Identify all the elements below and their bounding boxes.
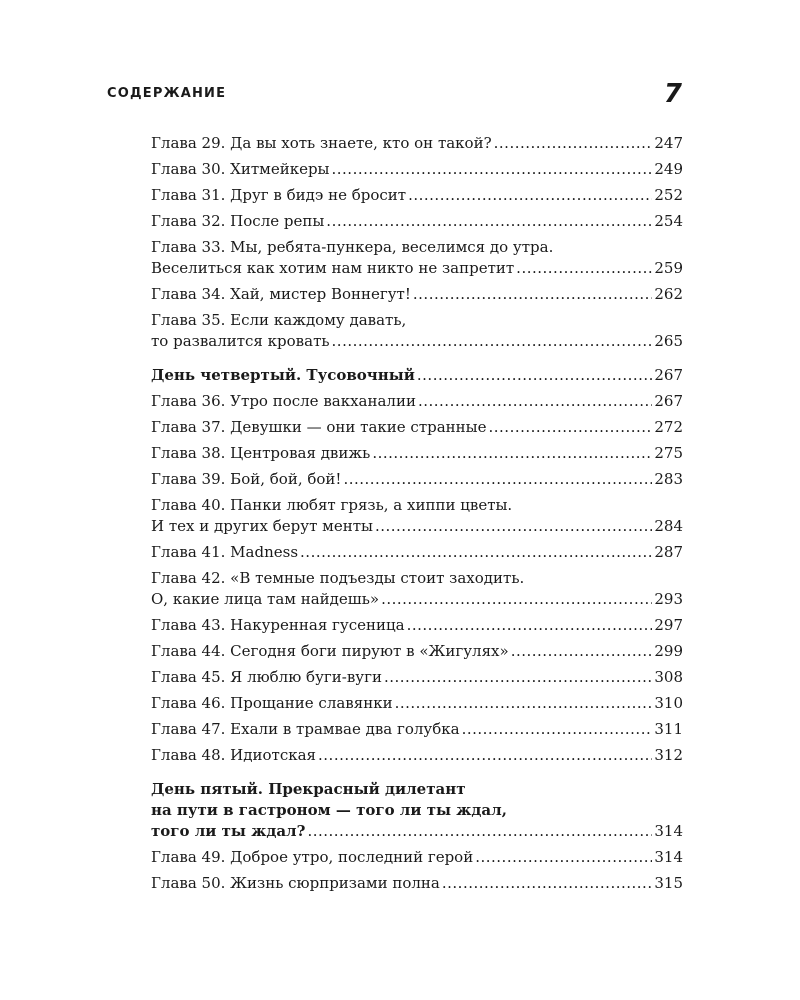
toc-entry-last-line	[151, 516, 683, 537]
toc-entry-page: 267	[654, 392, 683, 410]
toc-entry	[151, 159, 683, 180]
toc-entry	[151, 284, 683, 305]
toc-entry-page: 310	[654, 694, 683, 712]
toc-entry-title-line: на пути в гастроном — того ли ты ждал,	[151, 801, 507, 819]
toc-entry-page: 311	[654, 720, 683, 738]
dot-leader	[326, 211, 652, 232]
toc-entry-title-line: День пятый. Прекрасный дилетант	[151, 780, 466, 798]
toc-entry-page: 284	[654, 517, 683, 535]
toc-entry-last-line	[151, 211, 683, 232]
toc-entry-last-line	[151, 443, 683, 464]
toc-entry-page: 254	[654, 212, 683, 230]
toc-entry-last-line	[151, 667, 683, 688]
toc-entry-page: 293	[654, 590, 683, 608]
toc-entry-title: Глава 39. Бой, бой, бой!	[151, 470, 342, 488]
toc-entry-title: Глава 49. Доброе утро, последний герой	[151, 848, 474, 866]
dot-leader	[489, 417, 653, 438]
toc-entry	[151, 417, 683, 438]
toc-entry	[151, 310, 683, 352]
dot-leader	[511, 641, 653, 662]
toc-entry-page: 315	[654, 874, 683, 892]
toc-entry-page: 287	[654, 543, 683, 561]
toc-entry-title: Глава 32. После репы	[151, 212, 325, 230]
toc-entry-last-line	[151, 821, 683, 842]
toc-entry-page: 314	[654, 822, 683, 840]
toc-entry-title: Глава 30. Хитмейкеры	[151, 160, 330, 178]
toc-entry-title: Глава 45. Я люблю буги-вуги	[151, 668, 382, 686]
toc-entry	[151, 693, 683, 714]
toc-entry	[151, 495, 683, 537]
toc-entry-title: то развалится кровать	[151, 332, 330, 350]
toc-entry-title: Глава 36. Утро после вакханалии	[151, 392, 416, 410]
toc-entry-page: 262	[654, 285, 683, 303]
toc-entry	[151, 185, 683, 206]
dot-leader	[442, 873, 652, 894]
toc-entry-page: 283	[654, 470, 683, 488]
toc-entry-page: 312	[654, 746, 683, 764]
toc-entry-page: 314	[654, 848, 683, 866]
toc-entry-title-line: Глава 40. Панки любят грязь, а хиппи цветы.	[151, 496, 513, 514]
toc-entry-title: Глава 44. Сегодня боги пируют в «Жигулях»	[151, 642, 509, 660]
dot-leader	[375, 516, 652, 537]
toc-entry-page: 297	[654, 616, 683, 634]
toc-entry	[151, 542, 683, 563]
dot-leader	[516, 258, 652, 279]
toc-entry-title: День четвертый. Тусовочный	[151, 366, 415, 384]
dot-leader	[413, 284, 652, 305]
toc-entry	[151, 641, 683, 662]
toc-entry-last-line	[151, 258, 683, 279]
toc-entry	[151, 568, 683, 610]
table-of-contents	[151, 133, 683, 899]
toc-entry-title: Глава 50. Жизнь сюрпризами полна	[151, 874, 440, 892]
toc-entry-page: 259	[654, 259, 683, 277]
toc-entry-page: 252	[654, 186, 683, 204]
dot-leader	[318, 745, 652, 766]
toc-entry-title: Глава 37. Девушки — они такие странные	[151, 418, 487, 436]
toc-entry-title: того ли ты ждал?	[151, 822, 306, 840]
toc-entry-last-line	[151, 542, 683, 563]
dot-leader	[332, 159, 653, 180]
section-title: СОДЕРЖАНИЕ	[107, 86, 227, 101]
dot-leader	[343, 469, 652, 490]
toc-entry	[151, 615, 683, 636]
dot-leader	[300, 542, 652, 563]
toc-entry-last-line	[151, 133, 683, 154]
dot-leader	[384, 667, 652, 688]
toc-entry-page: 272	[654, 418, 683, 436]
toc-entry-page: 247	[654, 134, 683, 152]
dot-leader	[417, 365, 652, 386]
toc-entry-title: И тех и других берут менты	[151, 517, 373, 535]
toc-entry-title: Глава 31. Друг в бидэ не бросит	[151, 186, 407, 204]
toc-entry-last-line	[151, 417, 683, 438]
toc-entry-title-line: Глава 42. «В темные подъезды стоит заходить.	[151, 569, 525, 587]
toc-entry	[151, 719, 683, 740]
toc-section-heading	[151, 779, 683, 842]
toc-entry-title: Глава 43. Накуренная гусеница	[151, 616, 405, 634]
toc-entry-page: 265	[654, 332, 683, 350]
dot-leader	[381, 589, 652, 610]
toc-entry	[151, 211, 683, 232]
toc-entry-page: 267	[654, 366, 683, 384]
toc-entry	[151, 745, 683, 766]
toc-entry	[151, 391, 683, 412]
toc-entry-title-line: Глава 33. Мы, ребята-пункера, веселимся до утра.	[151, 238, 554, 256]
toc-entry	[151, 469, 683, 490]
toc-entry-last-line	[151, 745, 683, 766]
toc-entry-title-line: Глава 35. Если каждому давать,	[151, 311, 407, 329]
dot-leader	[407, 615, 653, 636]
toc-entry	[151, 873, 683, 894]
toc-entry-last-line	[151, 159, 683, 180]
toc-entry-last-line	[151, 847, 683, 868]
toc-entry-last-line	[151, 185, 683, 206]
toc-entry	[151, 133, 683, 154]
toc-entry-title: О, какие лица там найдешь»	[151, 590, 380, 608]
dot-leader	[494, 133, 653, 154]
toc-entry-last-line	[151, 719, 683, 740]
toc-entry-page: 308	[654, 668, 683, 686]
toc-entry-page: 249	[654, 160, 683, 178]
toc-entry-last-line	[151, 641, 683, 662]
toc-entry-title: Глава 41. Madness	[151, 543, 299, 561]
toc-entry-title: Глава 48. Идиотская	[151, 746, 317, 764]
toc-entry-last-line	[151, 873, 683, 894]
dot-leader	[408, 185, 652, 206]
toc-entry-last-line	[151, 693, 683, 714]
dot-leader	[372, 443, 652, 464]
dot-leader	[395, 693, 653, 714]
toc-section-heading	[151, 365, 683, 386]
toc-entry-title: Глава 47. Ехали в трамвае два голубка	[151, 720, 460, 738]
dot-leader	[418, 391, 652, 412]
toc-entry-page: 275	[654, 444, 683, 462]
dot-leader	[475, 847, 652, 868]
toc-entry	[151, 847, 683, 868]
dot-leader	[462, 719, 653, 740]
toc-entry-last-line	[151, 391, 683, 412]
toc-entry-title: Глава 34. Хай, мистер Воннегут!	[151, 285, 411, 303]
toc-entry-last-line	[151, 284, 683, 305]
toc-entry	[151, 667, 683, 688]
toc-entry-last-line	[151, 469, 683, 490]
toc-entry-title: Глава 46. Прощание славянки	[151, 694, 393, 712]
toc-entry-last-line	[151, 365, 683, 386]
toc-entry-title: Веселиться как хотим нам никто не запретит	[151, 259, 515, 277]
toc-entry-page: 299	[654, 642, 683, 660]
toc-entry	[151, 237, 683, 279]
dot-leader	[307, 821, 652, 842]
toc-entry	[151, 443, 683, 464]
dot-leader	[332, 331, 653, 352]
toc-entry-title: Глава 38. Центровая движь	[151, 444, 371, 462]
toc-entry-last-line	[151, 615, 683, 636]
page-number: 7	[663, 79, 682, 109]
toc-entry-last-line	[151, 589, 683, 610]
toc-entry-title: Глава 29. Да вы хоть знаете, кто он такой?	[151, 134, 492, 152]
toc-entry-last-line	[151, 331, 683, 352]
